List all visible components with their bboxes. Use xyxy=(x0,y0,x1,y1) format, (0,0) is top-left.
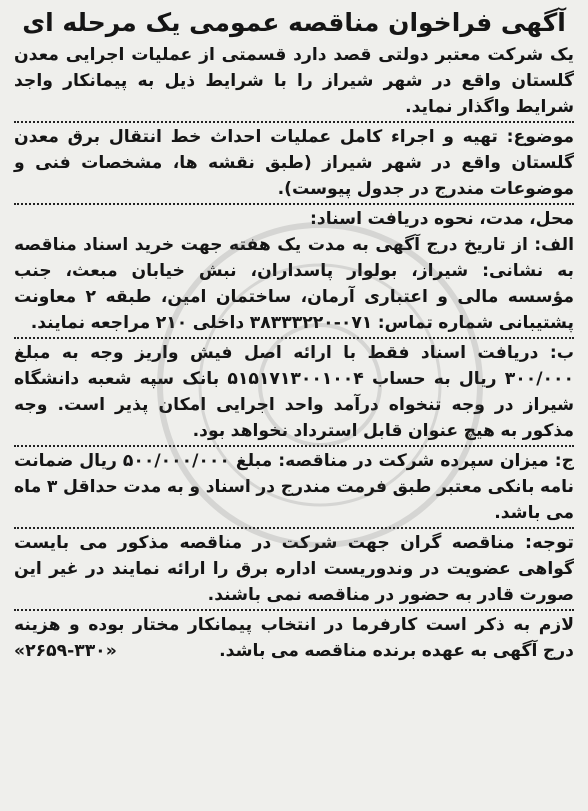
clause-a: الف: از تاریخ درج آگهی به مدت یک هفته جهت خرید اسناد مناقصه به نشانی: شیراز، بولوار پاسداران، نبش خیابان مبعث، جنب مؤسسه مالی و اعتباری آرمان، ساختمان امین، طبقه ۲ معاونت پشتیبانی شماره تماس: ۰۷۱-۳۸۳۳۳۲۲۰ داخلی ۲۱۰ مراجعه نمایند. xyxy=(14,235,574,333)
note xyxy=(14,530,574,608)
clause-c: ج: میزان سپرده شرکت در مناقصه: مبلغ ۵۰۰/۰۰۰/۰۰۰ ریال ضمانت نامه بانکی معتبر طبق فرمت مندرج در اسناد و به مدت حداقل ۳ ماه می باشد. xyxy=(14,451,574,523)
note-label: توجه: xyxy=(524,532,575,553)
note-text: مناقصه گران جهت شرکت در مناقصه مذکور می بایست گواهی عضویت در وندوریست اداره برق را ارائه نمایند در غیر این صورت قادر به حضور در مناقصه نمی باشند. xyxy=(14,533,574,605)
subject-label: موضوع: xyxy=(506,127,574,147)
clause-b: ب: دریافت اسناد فقط با ارائه اصل فیش واریز وجه به مبلغ ۳۰۰/۰۰۰ ریال به حساب ۵۱۵۱۷۱۳۰۰۱۰۰۴ بانک سپه شعبه دانشگاه شیراز در وجه تنخواه درآمد واحد اجرایی امکان پذیر است. وجه مذکور به هیچ عنوان قابل استرداد نخواهد بود. xyxy=(14,343,574,441)
closing-text: لازم به ذکر است کارفرما در انتخاب پیمانکار مختار بوده و هزینه درج آگهی به عهده برنده مناقصه می باشد. xyxy=(14,615,574,661)
ad-intro: یک شرکت معتبر دولتی قصد دارد قسمتی از عملیات اجرایی معدن گلستان واقع در شهر شیراز را با شرایط ذیل به پیمانکار واجد شرایط واگذار نماید. xyxy=(14,45,574,117)
divider xyxy=(14,527,574,529)
divider xyxy=(14,337,574,339)
divider xyxy=(14,445,574,447)
ad-subject xyxy=(14,124,574,202)
divider xyxy=(14,203,574,205)
ad-code: «۲۶۵۹-۳۳۰» xyxy=(14,641,117,661)
subject-text: تهیه و اجراء کامل عملیات احداث خط انتقال برق معدن گلستان واقع در شهر شیراز (طبق نقشه ها، مشخصات فنی و موضوعات مندرج در جدول پیوست). xyxy=(14,127,574,199)
ad-title: آگهی فراخوان مناقصه عمومی یک مرحله ای xyxy=(22,8,566,37)
location-heading: محل، مدت، نحوه دریافت اسناد: xyxy=(310,209,574,229)
divider xyxy=(14,609,574,611)
divider xyxy=(14,121,574,123)
